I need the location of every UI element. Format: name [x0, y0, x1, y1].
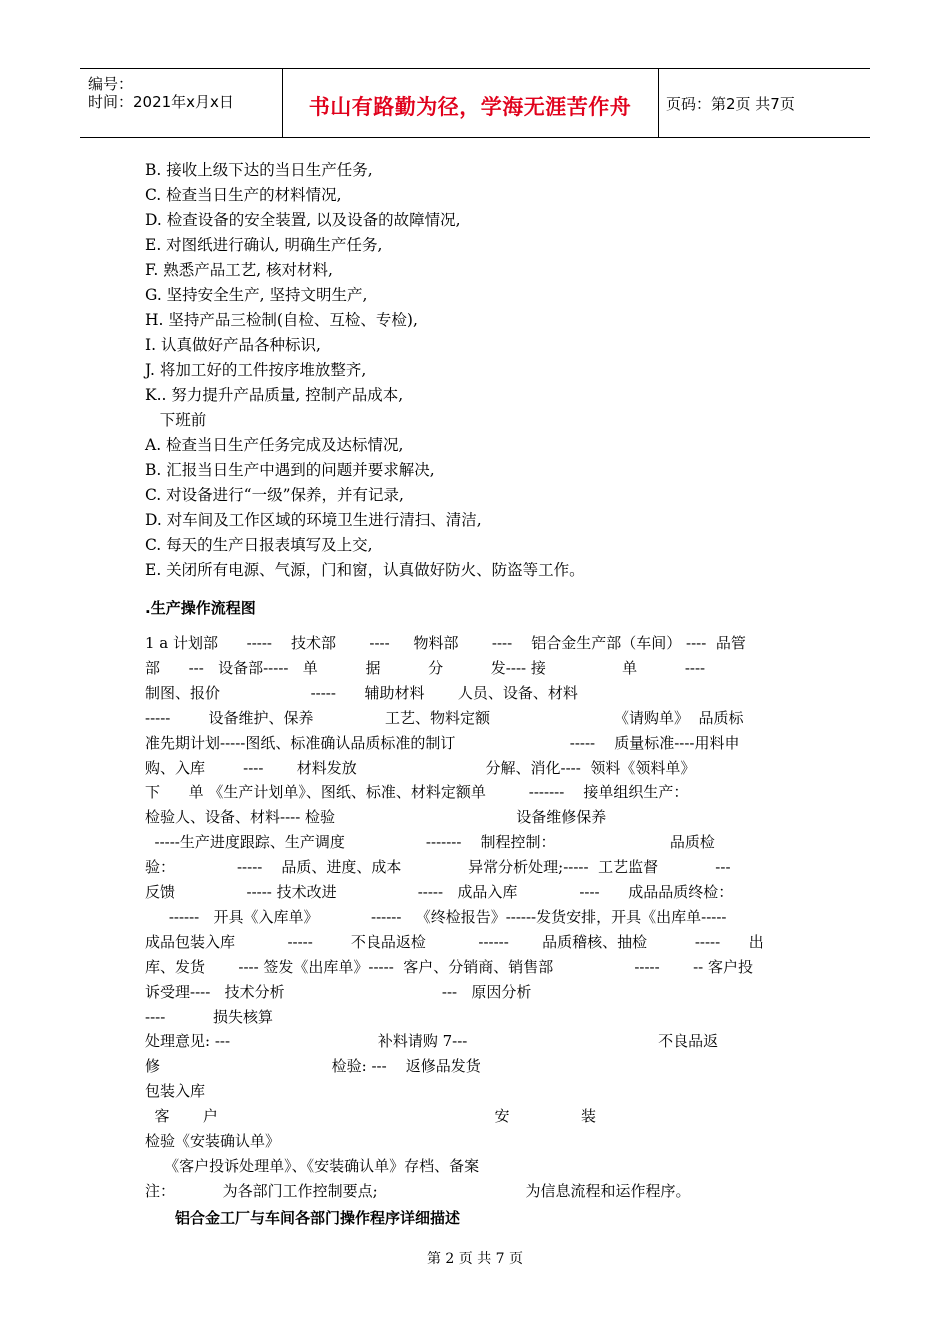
- body-line: C. 对设备进行“一级”保养，并有记录,: [145, 486, 404, 504]
- body-line: I. 认真做好产品各种标识,: [145, 336, 321, 354]
- page-footer: 第 2 页 共 7 页: [426, 1251, 524, 1267]
- header-motto: 书山有路勤为径，学海无涯苦作舟: [308, 95, 632, 119]
- body-line: 下班前: [145, 411, 207, 429]
- flow-line: 成品包装入库 ----- 不良品返检 ------ 品质稽核、抽检 ----- 出: [145, 932, 764, 951]
- flow-line: 《客户投诉处理单》、《安装确认单》存档、备案: [145, 1156, 480, 1175]
- flow-line: 制图、报价 ----- 辅助材料 人员、设备、材料: [145, 683, 578, 702]
- flow-line: ----- 设备维护、保养 工艺、物料定额 《请购单》 品质标: [145, 708, 744, 727]
- flow-line: 验： ----- 品质、进度、成本 异常分析处理;----- 工艺监督 ---: [145, 858, 731, 877]
- flow-line: 检验人、设备、材料---- 检验 设备维修保养: [145, 808, 607, 827]
- header-right-cell: [658, 69, 870, 137]
- body-line: D. 对车间及工作区域的环境卫生进行清扫、清洁,: [145, 511, 482, 529]
- document-number-label: 编号：: [88, 75, 134, 93]
- body-line: F. 熟悉产品工艺, 核对材料,: [145, 261, 333, 279]
- body-line: G. 坚持安全生产, 坚持文明生产,: [145, 286, 368, 304]
- header-middle-cell: [282, 69, 659, 137]
- body-line: B. 接收上级下达的当日生产任务,: [145, 161, 373, 179]
- body-line: J. 将加工好的工件按序堆放整齐,: [145, 361, 367, 379]
- flow-line: 诉受理---- 技术分析 --- 原因分析: [145, 982, 532, 1001]
- flow-line: 1 a 计划部 ----- 技术部 ---- 物料部 ---- 铝合金生产部（车间） ---- 品管: [145, 634, 746, 652]
- body-line: A. 检查当日生产任务完成及达标情况,: [145, 436, 404, 454]
- body-line: D. 检查设备的安全装置, 以及设备的故障情况,: [145, 211, 461, 229]
- body-line: C. 检查当日生产的材料情况,: [145, 186, 342, 204]
- flow-line: 下 单 《生产计划单》、图纸、标准、材料定额单 ------- 接单组织生产：: [145, 783, 689, 802]
- flow-line: 修 检验: --- 返修品发货: [145, 1057, 481, 1076]
- section-subtitle: 铝合金工厂与车间各部门操作程序详细描述: [175, 1209, 461, 1227]
- flow-line: ---- 损失核算: [145, 1007, 273, 1026]
- page-header: [80, 68, 870, 138]
- flow-line: 准先期计划-----图纸、标准确认品质标准的制订 ----- 质量标准----用料申: [145, 733, 740, 752]
- header-left-cell: [80, 69, 283, 137]
- body-line: K.. 努力提升产品质量, 控制产品成本,: [145, 386, 404, 404]
- body-line: C. 每天的生产日报表填写及上交,: [145, 536, 373, 554]
- body-line: E. 关闭所有电源、气源，门和窗，认真做好防火、防盗等工作。: [145, 561, 585, 579]
- flow-line: -----生产进度跟踪、生产调度 ------- 制程控制： 品质检: [145, 833, 715, 852]
- document-date-label: 时间：2021年x月x日: [88, 93, 234, 111]
- body-line: B. 汇报当日生产中遇到的问题并要求解决,: [145, 461, 435, 479]
- flow-line: 检验《安装确认单》: [145, 1132, 281, 1150]
- flow-line: 库、发货 ---- 签发《出库单》----- 客户、分销商、销售部 ----- -- 客户投: [145, 957, 753, 976]
- body-line: H. 坚持产品三检制(自检、互检、专检),: [145, 311, 418, 329]
- flow-line: 客 户 安 装: [145, 1107, 596, 1126]
- body-line: E. 对图纸进行确认, 明确生产任务,: [145, 236, 383, 254]
- flow-line: 反馈 ----- 技术改进 ----- 成品入库 ---- 成品品质终检：: [145, 883, 734, 901]
- flow-line: 处理意见: --- 补料请购 7--- 不良品返: [145, 1032, 719, 1051]
- section-title: .生产操作流程图: [145, 599, 256, 617]
- header-page-label: 页码：第2页 共7页: [666, 95, 795, 113]
- flow-line: 购、入库 ---- 材料发放 分解、消化---- 领料《领料单》: [145, 758, 696, 777]
- flow-line: 部 --- 设备部----- 单 据 分 发---- 接 单 ----: [145, 658, 706, 677]
- flow-line: ------ 开具《入库单》 ------ 《终检报告》------发货安排，开具《出库单-----: [145, 907, 727, 926]
- flow-line: 注： 为各部门工作控制要点; 为信息流程和运作程序。: [145, 1181, 691, 1200]
- flow-line: 包装入库: [145, 1082, 206, 1101]
